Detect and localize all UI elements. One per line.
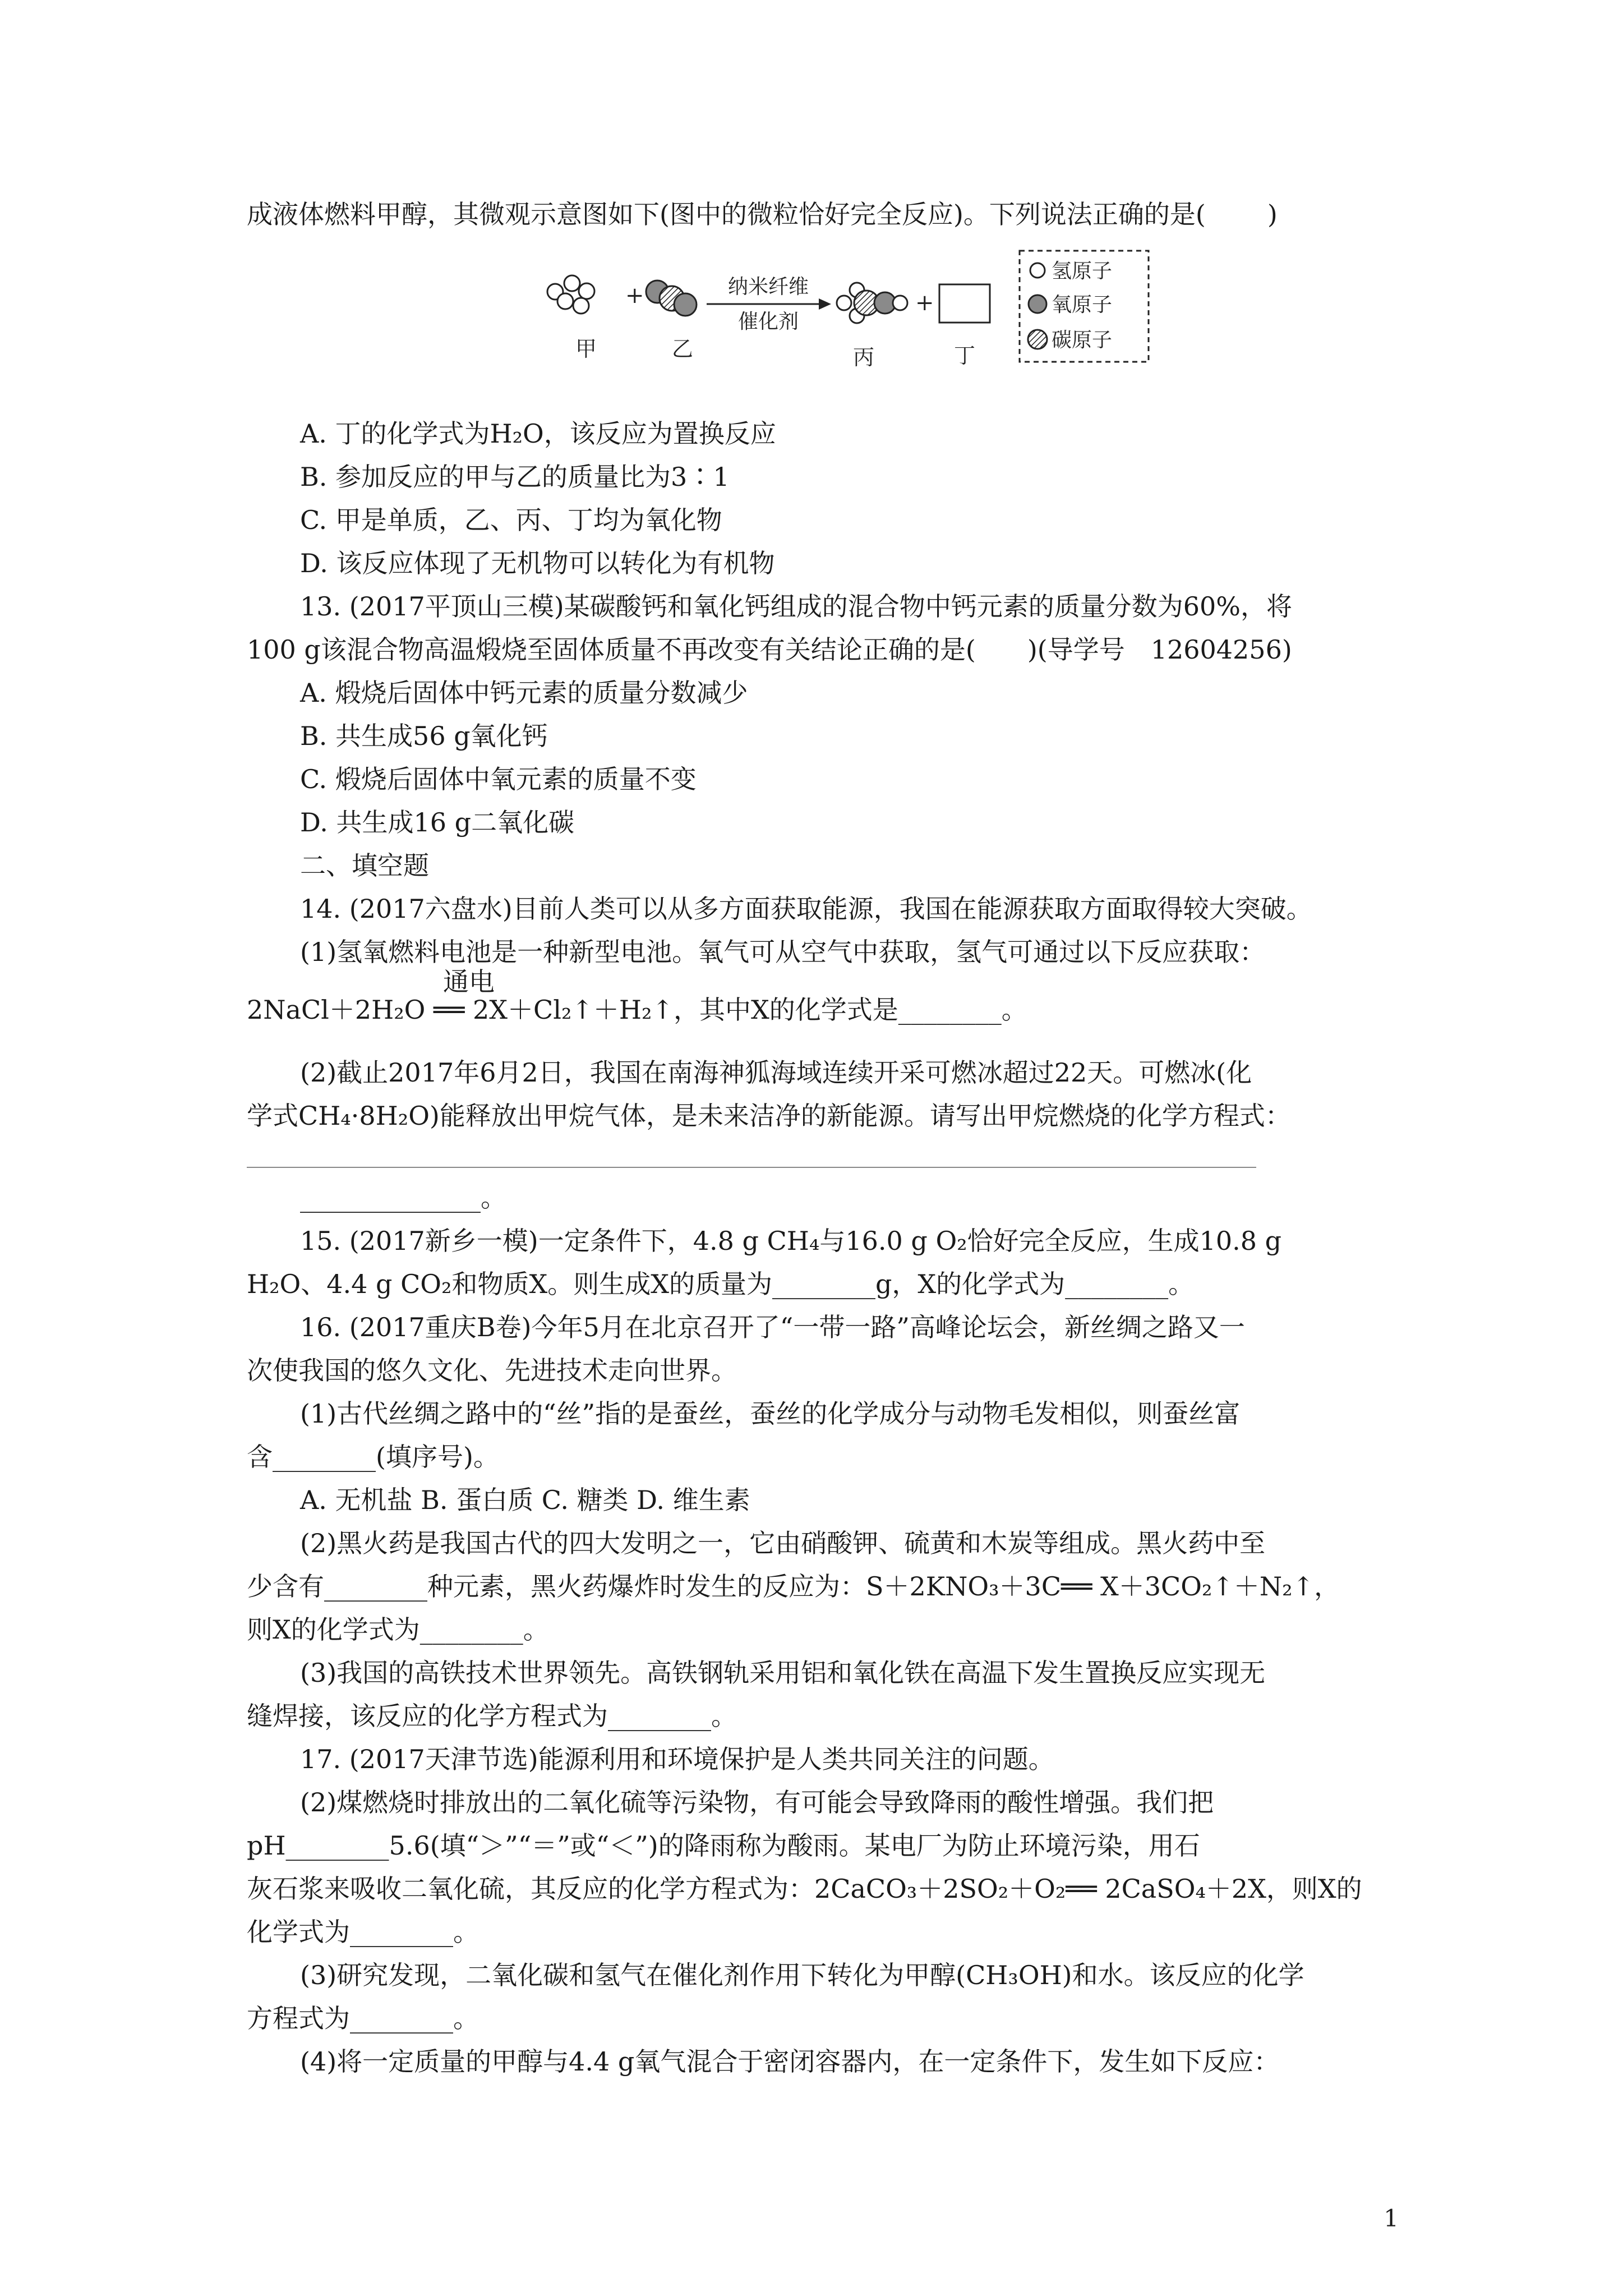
reaction-condition: 通电 xyxy=(443,967,495,997)
reaction-arrow xyxy=(707,298,831,310)
legend-oxygen: 氧原子 xyxy=(1052,293,1113,316)
q13-line-1: 13. (2017平顶山三模)某碳酸钙和氧化钙组成的混合物中钙元素的质量分数为60%，将 xyxy=(300,591,1292,622)
q12-option-a: A. 丁的化学式为H₂O，该反应为置换反应 xyxy=(300,418,776,449)
section-heading: 二、填空题 xyxy=(300,850,429,881)
q16-part2-line-1: (2)黑火药是我国古代的四大发明之一，它由硝酸钾、硫黄和木炭等组成。黑火药中至 xyxy=(300,1528,1266,1558)
legend xyxy=(1020,251,1149,362)
molecule-yi xyxy=(646,280,697,316)
q12-option-d: D. 该反应体现了无机物可以转化为有机物 xyxy=(300,548,775,578)
q13-line-2: 100 g该混合物高温煅烧至固体质量不再改变有关结论正确的是( )(导学号 12604256) xyxy=(247,634,1292,665)
q14-stem: 14. (2017六盘水)目前人类可以从多方面获取能源，我国在能源获取方面取得较大突破。 xyxy=(300,894,1312,924)
q13-option-b: B. 共生成56 g氧化钙 xyxy=(300,721,548,751)
q17-part3-line-2: 方程式为________。 xyxy=(247,2003,479,2033)
q16-part2-line-2: 少含有________种元素，黑火药爆炸时发生的反应为：S＋2KNO₃＋3C══ X＋3CO₂↑＋N₂↑， xyxy=(247,1571,1340,1602)
q14-equation: 2NaCl＋2H₂O ══ 2X＋Cl₂↑＋H₂↑，其中X的化学式是________。 xyxy=(247,995,1027,1025)
page-number: 1 xyxy=(1384,2205,1399,2232)
q17-part3-line-1: (3)研究发现，二氧化碳和氢气在催化剂作用下转化为甲醇(CH₃OH)和水。该反应的化学 xyxy=(300,1960,1304,1990)
q14-part2-line-2: 学式CH₄·8H₂O)能释放出甲烷气体，是未来洁净的新能源。请写出甲烷燃烧的化学方程式： xyxy=(247,1101,1291,1131)
plus-sign: + xyxy=(625,283,644,309)
q15-line-2: H₂O、4.4 g CO₂和物质X。则生成X的质量为________g，X的化学式为________。 xyxy=(247,1269,1195,1299)
q16-line-2: 次使我国的悠久文化、先进技术走向世界。 xyxy=(247,1355,737,1386)
label-jia: 甲 xyxy=(575,337,597,361)
q14-part1: (1)氢氧燃料电池是一种新型电池。氧气可从空气中获取，氢气可通过以下反应获取： xyxy=(300,937,1266,967)
condition-bottom: 催化剂 xyxy=(737,310,799,333)
q14-part2-line-1: (2)截止2017年6月2日，我国在南海神狐海域连续开采可燃冰超过22天。可燃冰(化 xyxy=(300,1057,1252,1088)
legend-carbon: 碳原子 xyxy=(1052,329,1113,352)
q12-option-b: B. 参加反应的甲与乙的质量比为3∶1 xyxy=(300,462,730,492)
q17-stem: 17. (2017天津节选)能源利用和环境保护是人类共同关注的问题。 xyxy=(300,1744,1054,1774)
q13-option-a: A. 煅烧后固体中钙元素的质量分数减少 xyxy=(300,678,748,708)
q15-line-1: 15. (2017新乡一模)一定条件下，4.8 g CH₄与16.0 g O₂恰好完全反应，生成10.8 g xyxy=(300,1226,1282,1256)
molecule-bing xyxy=(837,283,907,323)
q12-option-c: C. 甲是单质，乙、丙、丁均为氧化物 xyxy=(300,505,722,535)
legend-hydrogen: 氢原子 xyxy=(1052,260,1113,283)
answer-line xyxy=(247,1167,1256,1168)
molecule-jia xyxy=(547,275,594,314)
q17-part2-line-1: (2)煤燃烧时排放出的二氧化硫等污染物，有可能会导致降雨的酸性增强。我们把 xyxy=(300,1787,1214,1818)
q16-part2-line-3: 则X的化学式为________。 xyxy=(247,1614,549,1645)
q16-part1-line-2: 含________(填序号)。 xyxy=(247,1442,499,1472)
q17-part2-line-3: 灰石浆来吸收二氧化硫，其反应的化学方程式为：2CaCO₃＋2SO₂＋O₂══ 2CaSO₄＋2X，则X的 xyxy=(247,1874,1362,1904)
plus-sign: + xyxy=(915,290,934,316)
q16-part3-line-1: (3)我国的高铁技术世界领先。高铁钢轨采用铝和氧化铁在高温下发生置换反应实现无 xyxy=(300,1658,1266,1688)
q17-part2-line-2: pH________5.6(填“＞”“＝”或“＜”)的降雨称为酸雨。某电厂为防止环境污染，用石 xyxy=(247,1830,1200,1861)
reaction-diagram xyxy=(538,244,1155,373)
label-ding: 丁 xyxy=(953,343,976,368)
condition-top: 纳米纤维 xyxy=(727,275,809,298)
q13-option-c: C. 煅烧后固体中氧元素的质量不变 xyxy=(300,764,697,794)
label-yi: 乙 xyxy=(671,337,694,361)
carbon-atom-icon xyxy=(1028,330,1047,349)
q12-stem: 成液体燃料甲醇，其微观示意图如下(图中的微粒恰好完全反应)。下列说法正确的是( ) xyxy=(247,199,1278,229)
q16-line-1: 16. (2017重庆B卷)今年5月在北京召开了“一带一路”高峰论坛会，新丝绸之路又一 xyxy=(300,1312,1245,1342)
q17-part2-line-4: 化学式为________。 xyxy=(247,1917,479,1947)
q16-part1-options: A. 无机盐 B. 蛋白质 C. 糖类 D. 维生素 xyxy=(300,1485,750,1515)
q13-option-d: D. 共生成16 g二氧化碳 xyxy=(300,807,575,838)
q16-part3-line-2: 缝焊接，该反应的化学方程式为________。 xyxy=(247,1701,737,1731)
q16-part1-line-1: (1)古代丝绸之路中的“丝”指的是蚕丝，蚕丝的化学成分与动物毛发相似，则蚕丝富 xyxy=(300,1398,1241,1429)
oxygen-atom-icon xyxy=(1029,295,1046,313)
q14-part2-answer: ______________。 xyxy=(300,1182,506,1213)
label-bing: 丙 xyxy=(852,345,875,370)
q17-part4-line-1: (4)将一定质量的甲醇与4.4 g氧气混合于密闭容器内，在一定条件下，发生如下反应： xyxy=(300,2046,1280,2077)
molecule-ding-box xyxy=(939,284,990,323)
hydrogen-atom-icon xyxy=(1030,263,1045,278)
